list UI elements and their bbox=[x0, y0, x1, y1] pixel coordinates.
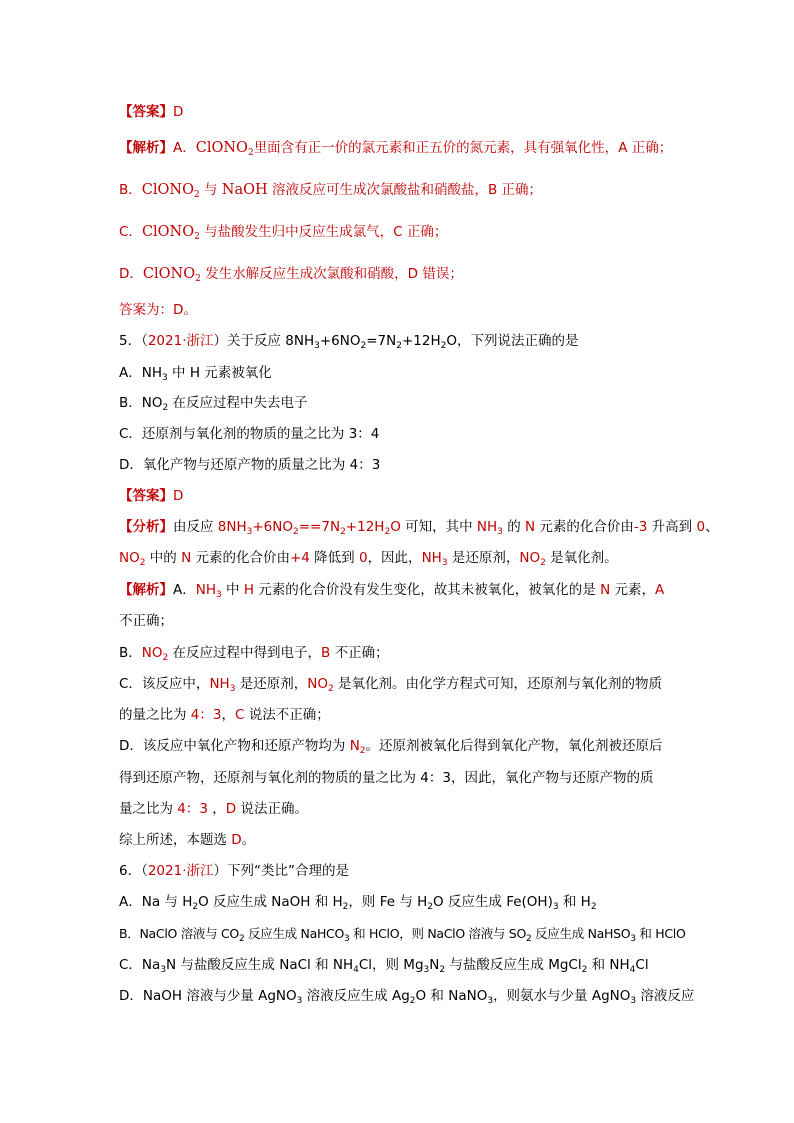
answer-tag: 【答案】 bbox=[119, 104, 173, 120]
fenxi-line-2: $NO_2$ 中的 N 元素的化合价由+4 降低到 0，因此，$NH_3$ 是还原剂，$NO_2$ 是氧化剂。 bbox=[119, 550, 618, 568]
clono2-formula: ClONO$_2$ bbox=[195, 140, 254, 158]
question-5-option-c: C．还原剂与氧化剂的物质的量之比为 3：4 bbox=[119, 426, 380, 442]
analysis-line-b: B．ClONO$_2$ 与 NaOH 溶液反应可生成次氯酸盐和硝酸盐，B 正确； bbox=[119, 182, 543, 200]
fenxi-tag: 【分析】 bbox=[119, 519, 173, 535]
analysis5-line-5: 的量之比为 4：3，C 说法不正确； bbox=[119, 707, 330, 723]
conclusion-line-1: 答案为：D。 bbox=[119, 302, 197, 318]
analysis-line-c: C．ClONO$_2$ 与盐酸发生归中反应生成氯气，C 正确； bbox=[119, 224, 448, 242]
analysis-tag: 【解析】 bbox=[119, 140, 173, 156]
question-source: 2021·浙江 bbox=[147, 333, 214, 349]
summary-line-5: 综上所述，本题选 D。 bbox=[119, 832, 256, 848]
question-5-option-b: B．$NO_2$ 在反应过程中失去电子 bbox=[119, 395, 308, 413]
analysis5-line-2: 不正确； bbox=[119, 613, 173, 629]
analysis5-line-8: 量之比为 4：3 ，D 说法正确。 bbox=[119, 801, 308, 817]
question-5-option-a: A．$NH_3$ 中 H 元素被氧化 bbox=[119, 365, 272, 383]
analysis5-line-1: 【解析】A．$NH_3$ 中 H 元素的化合价没有发生变化，故其未被氧化，被氧化的是 N 元素，A bbox=[119, 582, 665, 600]
analysis5-line-7: 得到还原产物，还原剂与氧化剂的物质的量之比为 4：3，因此，氧化产物与还原产物的质 bbox=[119, 770, 654, 786]
analysis5-line-4: C．该反应中，$NH_3$ 是还原剂，$NO_2$ 是氧化剂。由化学方程式可知，还原剂与氧化剂的物质 bbox=[119, 676, 662, 694]
question-5-option-d: D．氧化产物与还原产物的质量之比为 4：3 bbox=[119, 457, 381, 473]
question-6-option-b: B．NaClO 溶液与 $CO_2$ 反应生成 NaHCO$_3$ 和 HClO，则 NaClO 溶液与 $SO_2$ 反应生成 NaHSO$_3$ 和 HClO bbox=[119, 926, 686, 944]
question-5-stem: 5．（2021·浙江）关于反应 $8NH_3+6NO_2=7N_2+12H_2O$，下列说法正确的是 bbox=[119, 333, 579, 351]
analysis-line-d: D．ClONO$_2$ 发生水解反应生成次氯酸和硝酸，D 错误； bbox=[119, 266, 463, 284]
answer-line-1 bbox=[119, 102, 183, 122]
question-6-option-d: D．NaOH 溶液与少量 AgNO$_3$ 溶液反应生成 $Ag_2O$ 和 NaNO$_3$，则氨水与少量 AgNO$_3$ 溶液反应 bbox=[119, 988, 695, 1006]
answer-value: D bbox=[173, 104, 184, 120]
analysis5-line-3: B．$NO_2$ 在反应过程中得到电子，B 不正确； bbox=[119, 645, 389, 663]
analysis5-line-6: D．该反应中氧化产物和还原产物均为 $N_2$。还原剂被氧化后得到氧化产物，氧化剂被还原后 bbox=[119, 738, 663, 756]
question-6-option-a: A．Na 与 $H_2O$ 反应生成 NaOH 和 $H_2$，则 Fe 与 $H_2O$ 反应生成 $Fe(OH)_3$ 和 $H_2$ bbox=[119, 894, 597, 912]
fenxi-line-1: 【分析】由反应 $8NH_3+6NO_2==7N_2+12H_2O$ 可知，其中 $NH_3$ 的 N 元素的化合价由-3 升高到 0、 bbox=[119, 519, 719, 537]
answer-line-5: 【答案】D bbox=[119, 488, 184, 504]
question-6-option-c: C．$Na_3N$ 与盐酸反应生成 NaCl 和 $NH_4Cl$，则 $Mg_3N_2$ 与盐酸反应生成 MgCl$_2$ 和 $NH_4Cl$ bbox=[119, 957, 649, 975]
question-6-stem: 6．（2021·浙江）下列“类比”合理的是 bbox=[119, 863, 349, 879]
analysis-line-a: 【解析】A．ClONO$_2$里面含有正一价的氯元素和正五价的氮元素，具有强氧化性，A 正确； bbox=[119, 140, 673, 158]
reaction-equation: $8NH_3+6NO_2==7N_2+12H_2O$ bbox=[217, 519, 401, 537]
